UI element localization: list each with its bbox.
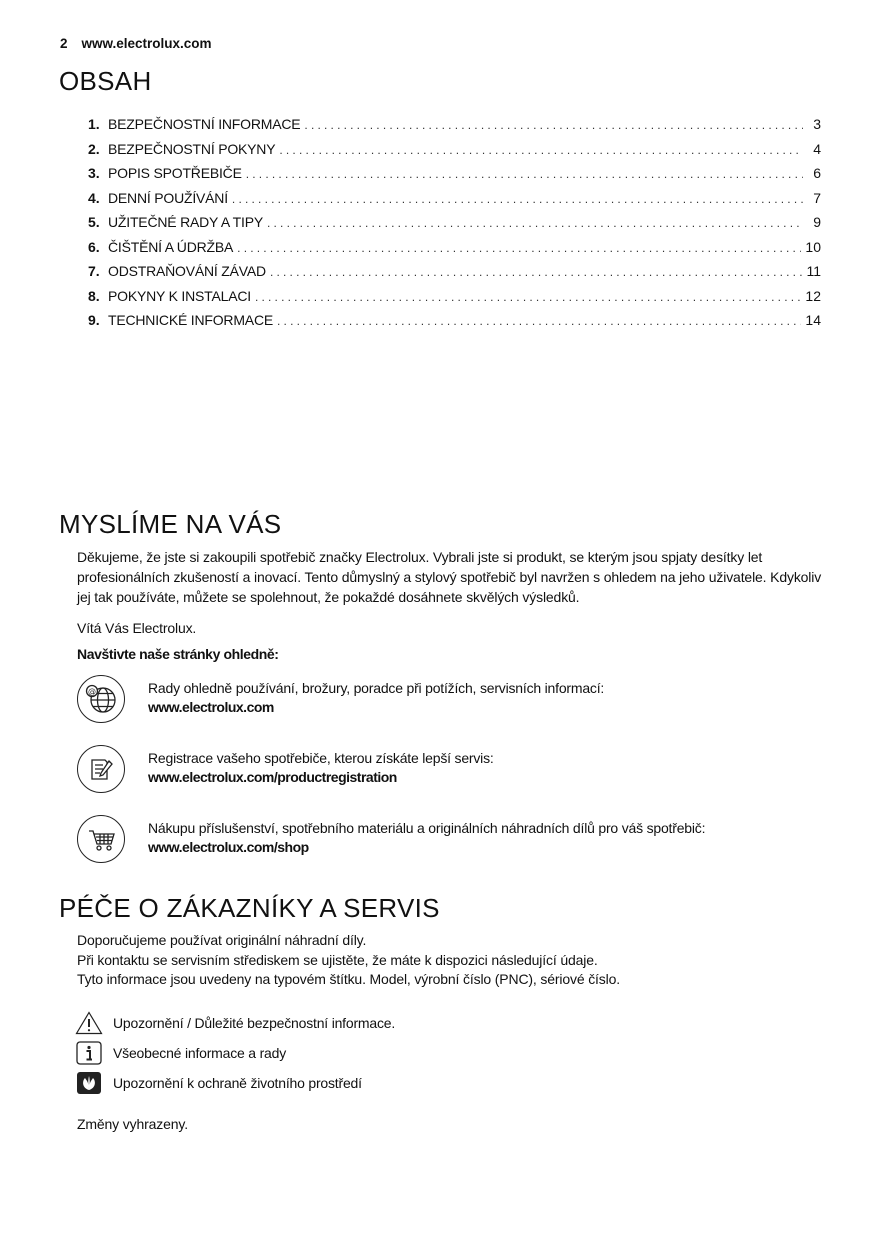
toc-leader-dots <box>232 192 803 206</box>
toc-item[interactable] <box>88 141 821 166</box>
changes-note: Změny vyhrazeny. <box>77 1116 188 1132</box>
page-header <box>60 36 212 51</box>
link-url-shop[interactable]: www.electrolux.com/shop <box>148 839 309 855</box>
toc-item-title: POPIS SPOTŘEBIČE <box>108 165 242 181</box>
info-icon <box>75 1041 103 1065</box>
toc-item-title: DENNÍ POUŽÍVÁNÍ <box>108 189 228 206</box>
toc-item-number: 4. <box>88 189 100 206</box>
toc-item-number: 7. <box>88 263 100 279</box>
toc-item[interactable] <box>88 190 821 215</box>
visit-label: Navštivte naše stránky ohledně: <box>77 646 279 662</box>
environment-leaf-icon <box>75 1071 103 1095</box>
link-description: Rady ohledně používání, brožury, poradce při potížích, servisních informací: <box>148 680 605 696</box>
toc-leader-dots <box>237 241 801 255</box>
toc-item-number: 5. <box>88 214 100 230</box>
svg-text:@: @ <box>88 687 96 696</box>
registration-form-icon <box>77 745 125 793</box>
toc-item-title: ODSTRAŇOVÁNÍ ZÁVAD <box>108 263 266 279</box>
care-line: Tyto informace jsou uvedeny na typovém štítku. Model, výrobní číslo (PNC), sériové číslo. <box>77 971 620 987</box>
page-number: 2 <box>60 36 68 51</box>
link-url-website[interactable]: www.electrolux.com <box>148 699 274 715</box>
toc-item-page: 10 <box>805 238 821 255</box>
warning-triangle-icon <box>75 1011 103 1035</box>
welcome-heading: MYSLÍME NA VÁS <box>59 509 282 539</box>
toc-item[interactable] <box>88 312 821 337</box>
toc-item-number: 2. <box>88 140 100 157</box>
toc-leader-dots <box>267 216 803 230</box>
toc-item-number: 6. <box>88 238 100 255</box>
toc-item-title: ČIŠTĚNÍ A ÚDRŽBA <box>108 238 234 255</box>
toc-item-number: 3. <box>88 165 100 181</box>
legend-text: Všeobecné informace a rady <box>113 1045 287 1061</box>
toc-item[interactable] <box>88 214 821 239</box>
toc-leader-dots <box>246 167 803 181</box>
legend-environment <box>75 1070 362 1096</box>
toc-item-page: 11 <box>806 263 821 279</box>
legend-info <box>75 1040 286 1066</box>
toc-leader-dots <box>270 265 803 279</box>
toc-item-page: 6 <box>813 165 821 181</box>
care-line: Doporučujeme používat originální náhradní díly. <box>77 932 367 948</box>
toc-item-number: 1. <box>88 116 100 132</box>
toc-item-page: 9 <box>813 214 821 230</box>
toc-item[interactable] <box>88 288 821 313</box>
welcome-intro: Děkujeme, že jste si zakoupili spotřebič značky Electrolux. Vybrali jste si produkt, se kterým jsou spjaty desítky let profesionálních zkušeností a inovací. Tento důmyslný a stylový spotřebič byl navržen s ohledem na jeho uživatele. Kdykoliv jej tak používáte, můžete se spolehnout, že pokaždé dosáhnete skvělých výsledků. <box>77 549 822 605</box>
care-heading: PÉČE O ZÁKAZNÍKY A SERVIS <box>59 893 440 923</box>
toc-item-title: BEZPEČNOSTNÍ INFORMACE <box>108 116 301 132</box>
toc-item-page: 14 <box>805 312 821 328</box>
toc-leader-dots <box>277 314 801 328</box>
toc-item-title: POKYNY K INSTALACI <box>108 287 251 304</box>
toc-heading: OBSAH <box>59 66 152 96</box>
welcome-signoff: Vítá Vás Electrolux. <box>77 620 197 636</box>
shopping-cart-icon <box>77 815 125 863</box>
link-url-registration[interactable]: www.electrolux.com/productregistration <box>148 769 397 785</box>
link-row-website <box>77 675 837 727</box>
table-of-contents <box>88 116 821 337</box>
toc-item-title: UŽITEČNÉ RADY A TIPY <box>108 214 263 230</box>
link-description: Registrace vašeho spotřebiče, kterou získáte lepší servis: <box>148 750 494 766</box>
link-row-shop <box>77 815 837 867</box>
toc-leader-dots <box>304 118 803 132</box>
care-text <box>77 931 837 990</box>
legend-text: Upozornění / Důležité bezpečnostní informace. <box>113 1015 396 1031</box>
link-description: Nákupu příslušenství, spotřebního materiálu a originálních náhradních dílů pro váš spotřebič: <box>148 820 706 836</box>
toc-item-number: 9. <box>88 312 100 328</box>
toc-item-number: 8. <box>88 287 100 304</box>
toc-leader-dots <box>279 143 803 157</box>
legend-text: Upozornění k ochraně životního prostředí <box>113 1075 362 1091</box>
toc-item[interactable] <box>88 165 821 190</box>
globe-icon <box>77 675 125 723</box>
care-line: Při kontaktu se servisním střediskem se ujistěte, že máte k dispozici následující údaje. <box>77 951 598 968</box>
toc-item-page: 7 <box>813 189 821 206</box>
legend-warning <box>75 1010 395 1036</box>
toc-item-page: 12 <box>805 287 821 304</box>
toc-leader-dots <box>255 290 801 304</box>
toc-item[interactable] <box>88 116 821 141</box>
toc-item-title: TECHNICKÉ INFORMACE <box>108 312 273 328</box>
toc-item-title: BEZPEČNOSTNÍ POKYNY <box>108 140 276 157</box>
toc-item[interactable] <box>88 239 821 264</box>
link-row-registration <box>77 745 837 797</box>
toc-item-page: 4 <box>813 140 821 157</box>
toc-item-page: 3 <box>813 116 821 132</box>
header-website[interactable]: www.electrolux.com <box>81 36 212 51</box>
toc-item[interactable] <box>88 263 821 288</box>
